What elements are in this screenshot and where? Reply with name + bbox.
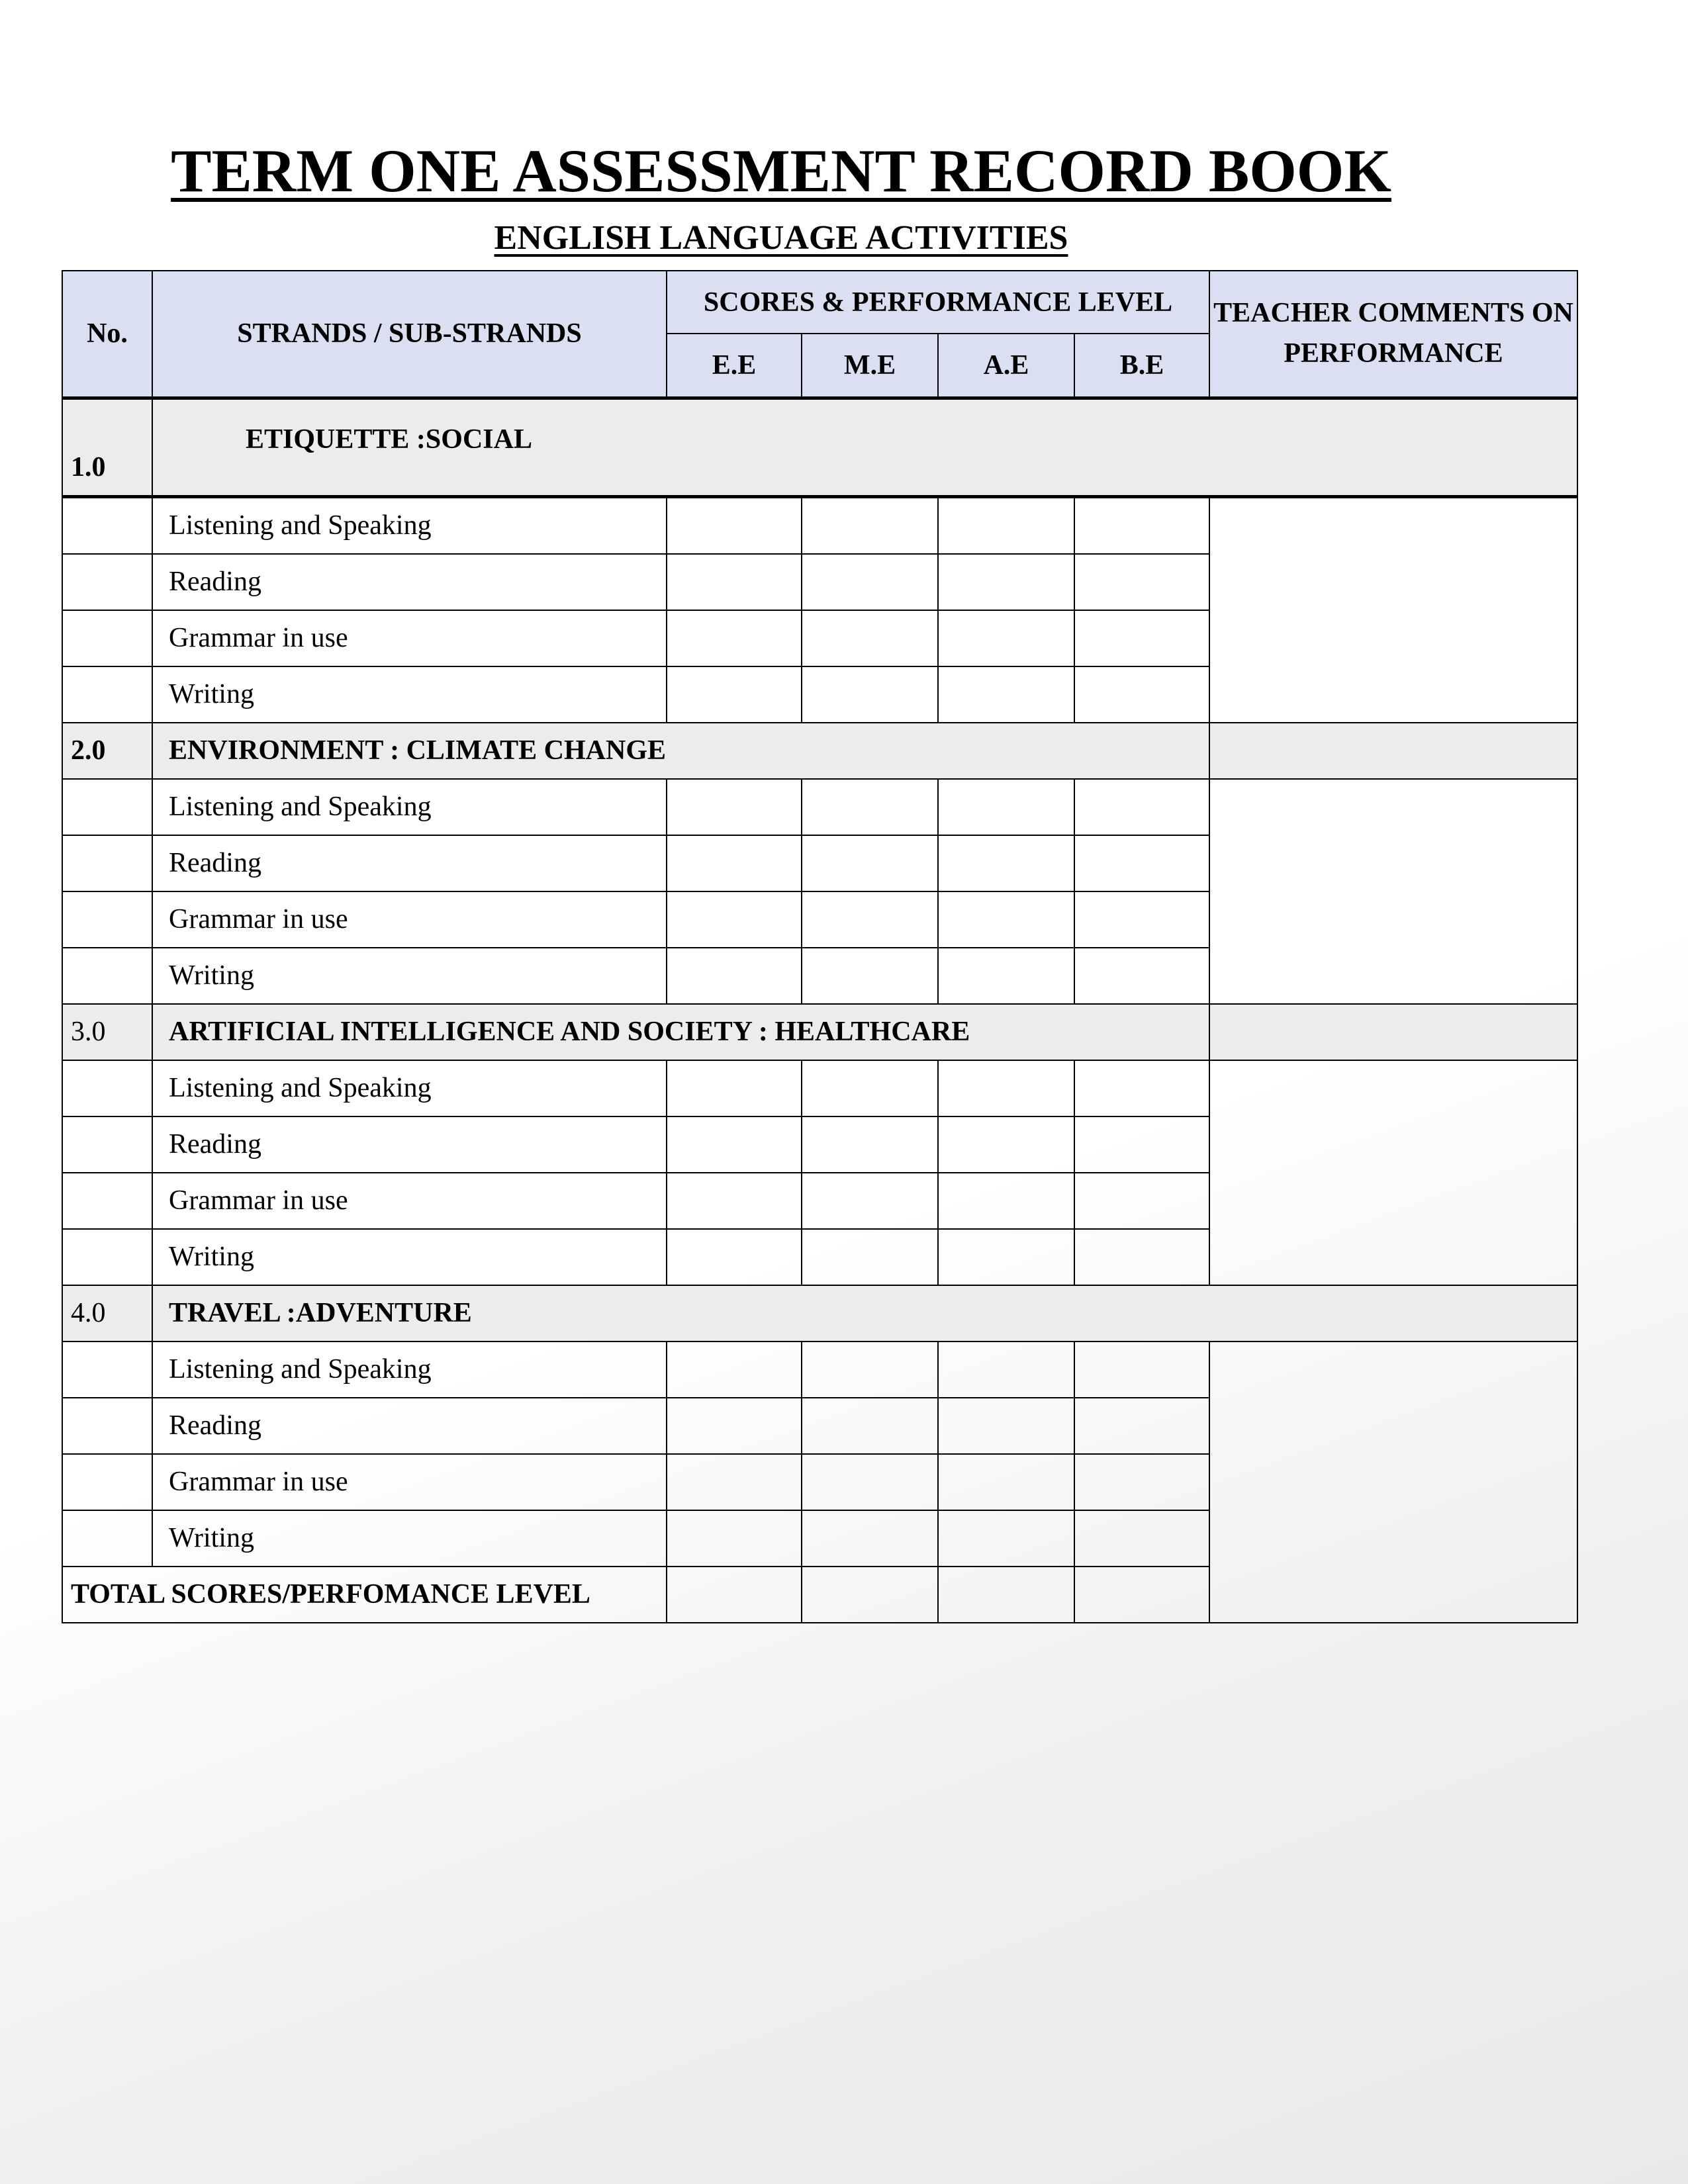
- total-score-cell-ee[interactable]: [667, 1567, 802, 1623]
- score-cell-ae[interactable]: [938, 891, 1074, 948]
- sub-strand-number-cell: [62, 779, 152, 835]
- assessment-table: [62, 270, 1578, 1623]
- score-cell-ee[interactable]: [667, 1398, 802, 1454]
- sub-strand-label: Reading: [152, 1116, 667, 1173]
- score-cell-be[interactable]: [1074, 1173, 1209, 1229]
- score-cell-ee[interactable]: [667, 1342, 802, 1398]
- sub-strand-number-cell: [62, 1454, 152, 1510]
- sub-strand-label: Writing: [152, 1229, 667, 1285]
- sub-strand-number-cell: [62, 1116, 152, 1173]
- score-cell-ae[interactable]: [938, 1398, 1074, 1454]
- score-cell-me[interactable]: [802, 1510, 938, 1567]
- score-cell-be[interactable]: [1074, 666, 1209, 723]
- sub-strand-row: [62, 779, 1577, 835]
- score-cell-me[interactable]: [802, 891, 938, 948]
- score-cell-ee[interactable]: [667, 1229, 802, 1285]
- score-cell-be[interactable]: [1074, 554, 1209, 610]
- score-cell-be[interactable]: [1074, 779, 1209, 835]
- score-cell-be[interactable]: [1074, 496, 1209, 554]
- score-cell-ae[interactable]: [938, 496, 1074, 554]
- score-cell-ee[interactable]: [667, 1454, 802, 1510]
- score-cell-ae[interactable]: [938, 1342, 1074, 1398]
- score-cell-be[interactable]: [1074, 1398, 1209, 1454]
- sub-strand-label: Listening and Speaking: [152, 1342, 667, 1398]
- header-level-ee: E.E: [667, 334, 802, 398]
- score-cell-ee[interactable]: [667, 1060, 802, 1116]
- strand-title: ENVIRONMENT : CLIMATE CHANGE: [152, 723, 1209, 779]
- strand-comment-cell[interactable]: [1209, 1004, 1577, 1060]
- sub-strand-label: Writing: [152, 1510, 667, 1567]
- sub-strand-label: Reading: [152, 554, 667, 610]
- sub-strand-label: Listening and Speaking: [152, 779, 667, 835]
- score-cell-ae[interactable]: [938, 554, 1074, 610]
- score-cell-ae[interactable]: [938, 1060, 1074, 1116]
- score-cell-ae[interactable]: [938, 779, 1074, 835]
- sub-strand-row: [62, 1342, 1577, 1398]
- score-cell-ae[interactable]: [938, 835, 1074, 891]
- total-score-cell-be[interactable]: [1074, 1567, 1209, 1623]
- strand-row: [62, 1285, 1577, 1342]
- score-cell-ae[interactable]: [938, 1510, 1074, 1567]
- total-score-cell-me[interactable]: [802, 1567, 938, 1623]
- sub-strand-number-cell: [62, 948, 152, 1004]
- total-label: TOTAL SCORES/PERFOMANCE LEVEL: [62, 1567, 667, 1623]
- score-cell-me[interactable]: [802, 554, 938, 610]
- score-cell-be[interactable]: [1074, 1510, 1209, 1567]
- sub-strand-number-cell: [62, 1398, 152, 1454]
- score-cell-ee[interactable]: [667, 891, 802, 948]
- sub-strand-label: Listening and Speaking: [152, 496, 667, 554]
- sub-strand-number-cell: [62, 496, 152, 554]
- score-cell-ee[interactable]: [667, 610, 802, 666]
- sub-strand-label: Writing: [152, 666, 667, 723]
- strand-row: [62, 398, 1577, 496]
- header-comments: TEACHER COMMENTS ON PERFORMANCE: [1209, 271, 1577, 398]
- score-cell-me[interactable]: [802, 1342, 938, 1398]
- strand-title: ARTIFICIAL INTELLIGENCE AND SOCIETY : HEALTHCARE: [152, 1004, 1209, 1060]
- score-cell-be[interactable]: [1074, 1229, 1209, 1285]
- teacher-comments-cell[interactable]: [1209, 779, 1577, 1004]
- sub-strand-number-cell: [62, 610, 152, 666]
- score-cell-ee[interactable]: [667, 496, 802, 554]
- sub-strand-label: Grammar in use: [152, 1454, 667, 1510]
- score-cell-ee[interactable]: [667, 835, 802, 891]
- score-cell-be[interactable]: [1074, 835, 1209, 891]
- sub-strand-row: [62, 496, 1577, 554]
- header-scores: SCORES & PERFORMANCE LEVEL: [667, 271, 1209, 334]
- score-cell-me[interactable]: [802, 496, 938, 554]
- sub-strand-label: Reading: [152, 835, 667, 891]
- score-cell-ee[interactable]: [667, 1116, 802, 1173]
- header-strands: STRANDS / SUB-STRANDS: [152, 271, 667, 398]
- score-cell-ee[interactable]: [667, 554, 802, 610]
- score-cell-me[interactable]: [802, 835, 938, 891]
- document-subtitle: ENGLISH LANGUAGE ACTIVITIES: [494, 219, 1068, 257]
- score-cell-me[interactable]: [802, 1116, 938, 1173]
- sub-strand-label: Grammar in use: [152, 891, 667, 948]
- total-score-cell-ae[interactable]: [938, 1567, 1074, 1623]
- score-cell-be[interactable]: [1074, 891, 1209, 948]
- strand-title: ETIQUETTE :SOCIAL: [152, 398, 1577, 496]
- teacher-comments-cell[interactable]: [1209, 1342, 1577, 1623]
- sub-strand-label: Listening and Speaking: [152, 1060, 667, 1116]
- score-cell-ee[interactable]: [667, 666, 802, 723]
- sub-strand-number-cell: [62, 554, 152, 610]
- header-level-me: M.E: [802, 334, 938, 398]
- strand-comment-cell[interactable]: [1209, 723, 1577, 779]
- score-cell-ae[interactable]: [938, 610, 1074, 666]
- score-cell-ae[interactable]: [938, 1116, 1074, 1173]
- score-cell-ee[interactable]: [667, 1173, 802, 1229]
- header-level-ae: A.E: [938, 334, 1074, 398]
- score-cell-ae[interactable]: [938, 948, 1074, 1004]
- strand-title: TRAVEL :ADVENTURE: [152, 1285, 1577, 1342]
- score-cell-me[interactable]: [802, 1173, 938, 1229]
- score-cell-ae[interactable]: [938, 1173, 1074, 1229]
- sub-strand-number-cell: [62, 1060, 152, 1116]
- score-cell-me[interactable]: [802, 610, 938, 666]
- score-cell-ee[interactable]: [667, 1510, 802, 1567]
- teacher-comments-cell[interactable]: [1209, 496, 1577, 723]
- score-cell-me[interactable]: [802, 666, 938, 723]
- score-cell-be[interactable]: [1074, 1342, 1209, 1398]
- score-cell-be[interactable]: [1074, 1116, 1209, 1173]
- score-cell-me[interactable]: [802, 1229, 938, 1285]
- sub-strand-number-cell: [62, 891, 152, 948]
- strand-number: 4.0: [62, 1285, 152, 1342]
- sub-strand-number-cell: [62, 666, 152, 723]
- score-cell-ae[interactable]: [938, 666, 1074, 723]
- sub-strand-label: Grammar in use: [152, 1173, 667, 1229]
- strand-number: 3.0: [62, 1004, 152, 1060]
- sub-strand-label: Writing: [152, 948, 667, 1004]
- sub-strand-number-cell: [62, 1510, 152, 1567]
- sub-strand-number-cell: [62, 1173, 152, 1229]
- sub-strand-row: [62, 1060, 1577, 1116]
- strand-row: [62, 1004, 1577, 1060]
- score-cell-ee[interactable]: [667, 779, 802, 835]
- sub-strand-number-cell: [62, 1229, 152, 1285]
- teacher-comments-cell[interactable]: [1209, 1060, 1577, 1285]
- score-cell-me[interactable]: [802, 1398, 938, 1454]
- strand-number: 2.0: [62, 723, 152, 779]
- score-cell-be[interactable]: [1074, 948, 1209, 1004]
- score-cell-me[interactable]: [802, 948, 938, 1004]
- document-title: TERM ONE ASSESSMENT RECORD BOOK: [171, 137, 1391, 205]
- score-cell-me[interactable]: [802, 1060, 938, 1116]
- score-cell-be[interactable]: [1074, 610, 1209, 666]
- score-cell-me[interactable]: [802, 779, 938, 835]
- sub-strand-number-cell: [62, 1342, 152, 1398]
- header-level-be: B.E: [1074, 334, 1209, 398]
- strand-row: [62, 723, 1577, 779]
- score-cell-ee[interactable]: [667, 948, 802, 1004]
- score-cell-be[interactable]: [1074, 1454, 1209, 1510]
- score-cell-ae[interactable]: [938, 1454, 1074, 1510]
- sub-strand-label: Grammar in use: [152, 610, 667, 666]
- score-cell-ae[interactable]: [938, 1229, 1074, 1285]
- sub-strand-number-cell: [62, 835, 152, 891]
- score-cell-be[interactable]: [1074, 1060, 1209, 1116]
- score-cell-me[interactable]: [802, 1454, 938, 1510]
- sub-strand-label: Reading: [152, 1398, 667, 1454]
- strand-number: 1.0: [62, 398, 152, 496]
- header-no: No.: [62, 271, 152, 398]
